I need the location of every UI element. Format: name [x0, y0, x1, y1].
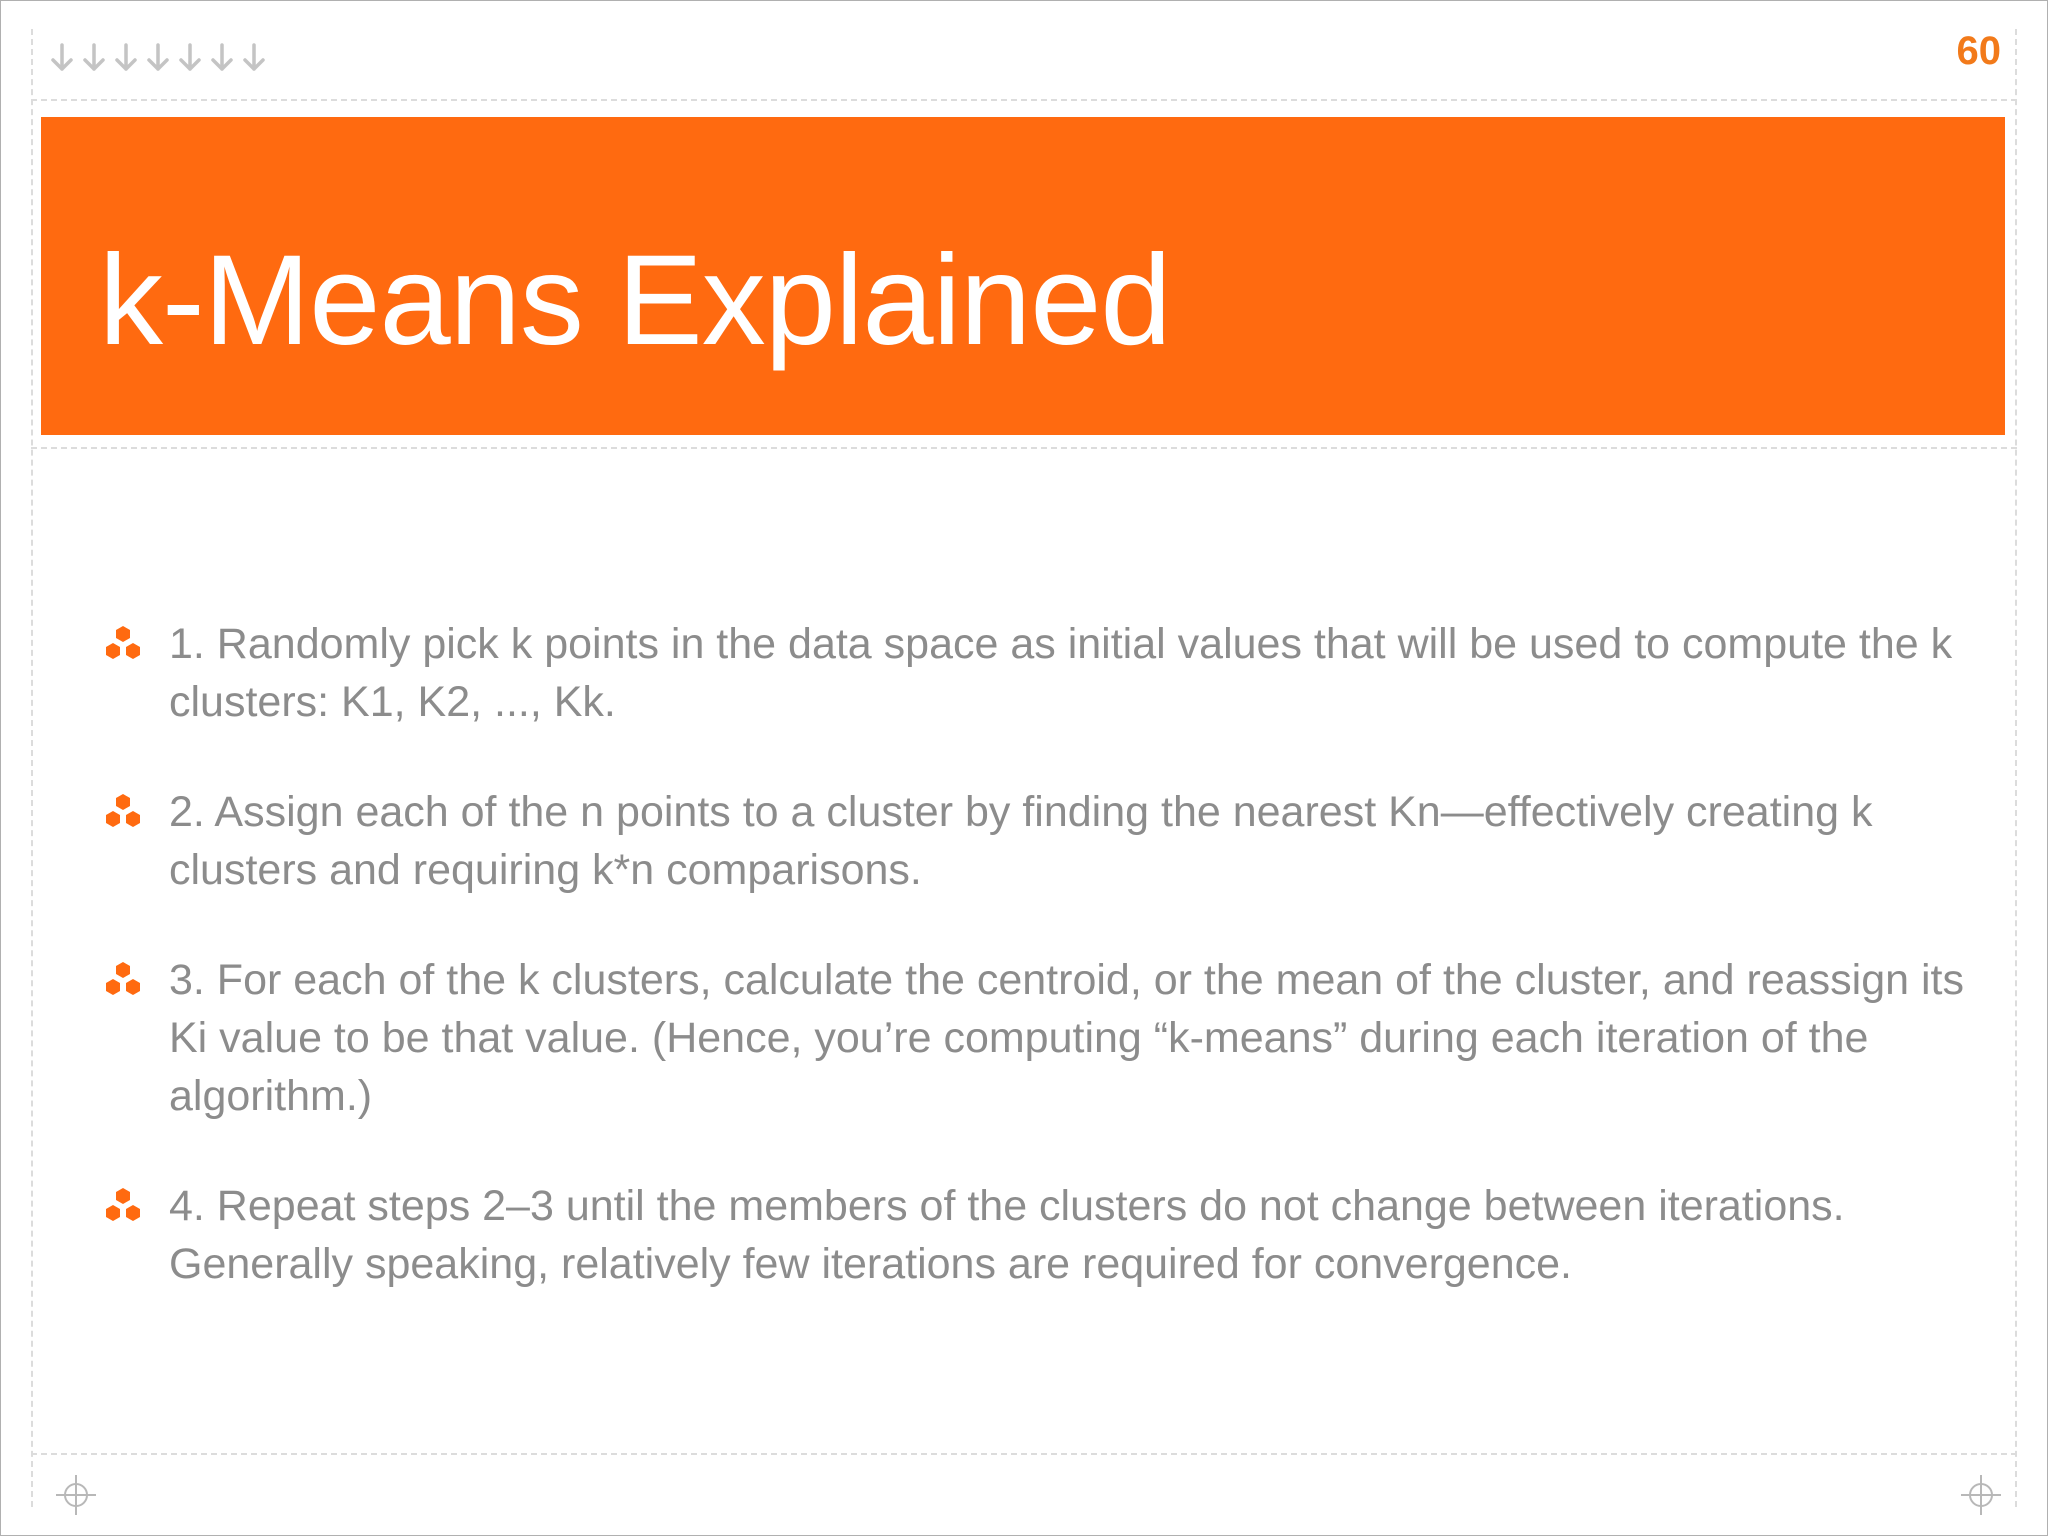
bullet-text: 2. Assign each of the n points to a cluster by finding the nearest Kn—effectively creating k clusters and requiring k*n comparisons.	[169, 788, 1873, 894]
guide-line-title	[31, 447, 2017, 449]
hexagon-cluster-icon	[101, 793, 145, 833]
hexagon-cluster-icon	[101, 961, 145, 1001]
down-arrow-icon	[49, 43, 75, 73]
hexagon-cluster-icon	[101, 1187, 145, 1227]
down-arrow-icon	[177, 43, 203, 73]
guide-line-top	[31, 99, 2017, 101]
down-arrow-icon	[81, 43, 107, 73]
down-arrow-icon	[241, 43, 267, 73]
down-arrow-icon	[209, 43, 235, 73]
bullet-text: 3. For each of the k clusters, calculate the centroid, or the mean of the cluster, and reassign its Ki value to be that value. (Hence, you’re computing “k-means” during each iteration of the algorithm.)	[169, 956, 1964, 1120]
guide-line-bottom	[31, 1453, 2017, 1455]
crosshair-icon	[1959, 1473, 2003, 1517]
bullet-item-4	[101, 1177, 1981, 1293]
down-arrow-row	[49, 43, 267, 73]
hexagon-cluster-icon	[101, 625, 145, 665]
down-arrow-icon	[113, 43, 139, 73]
page-number: 60	[1956, 29, 2001, 73]
bullet-item-1	[101, 615, 1981, 731]
bullet-text: 4. Repeat steps 2–3 until the members of the clusters do not change between iterations. Generally speaking, relatively few iterations are required for convergence.	[169, 1182, 1845, 1288]
bullet-item-3	[101, 951, 1981, 1125]
slide-title: k-Means Explained	[99, 229, 1171, 372]
bullet-list	[101, 615, 1981, 1345]
guide-line-left	[31, 29, 33, 1507]
guide-line-right	[2015, 29, 2017, 1507]
bullet-text: 1. Randomly pick k points in the data space as initial values that will be used to compute the k clusters: K1, K2, ..., Kk.	[169, 620, 1953, 726]
crosshair-icon	[54, 1473, 98, 1517]
bullet-item-2	[101, 783, 1981, 899]
down-arrow-icon	[145, 43, 171, 73]
